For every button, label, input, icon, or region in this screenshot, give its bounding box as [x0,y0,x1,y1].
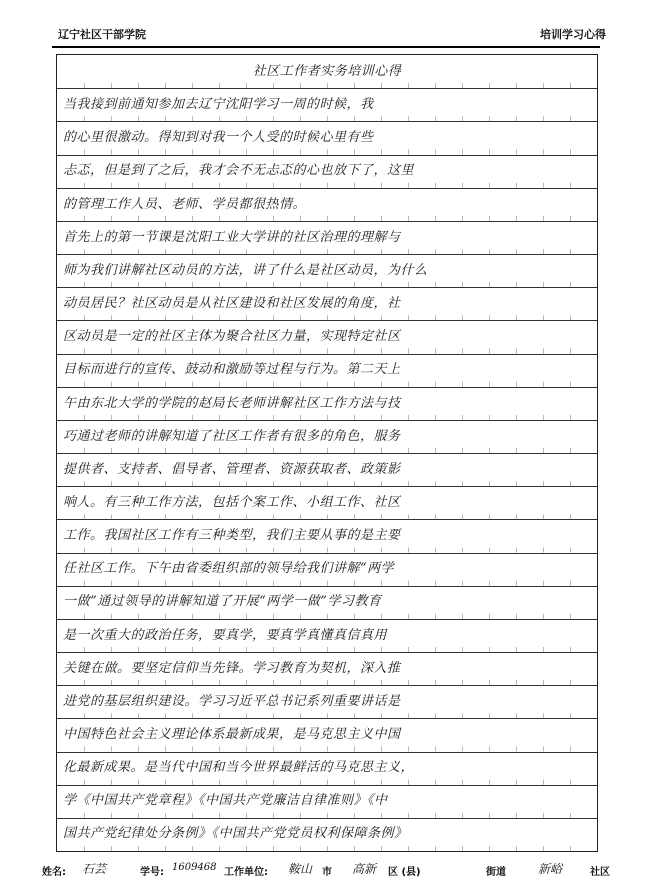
essay-line: 师为我们讲解社区动员的方法，讲了什么是社区动员，为什么 [63,262,428,278]
community-label: 社区 [590,867,610,878]
essay-body [57,55,597,851]
essay-line: 动员居民？社区动员是从社区建设和社区发展的角度，社 [63,296,401,312]
district-value: 高新 [352,862,377,876]
essay-line: 任社区工作。下午由省委组织部的领导给我们讲解“两学 [63,561,395,577]
community-value: 新峪 [538,862,563,876]
essay-line: 国共产党纪律处分条例》《中国共产党党员权利保障条例》 [63,826,408,842]
org-name: 辽宁社区干部学院 [58,28,146,41]
student-id-value: 1609468 [172,862,217,873]
essay-line: 的管理工作人员、老师、学员都很热情。 [63,196,307,212]
street-label: 街道 [486,867,506,878]
footer-info [42,858,630,878]
header-divider [52,46,600,48]
essay-line: 中国特色社会主义理论体系最新成果，是马克思主义中国 [63,727,401,742]
essay-line: 目标而进行的宣传、鼓动和激励等过程与行为。第二天上 [63,362,401,378]
essay-line: 关键在做。要坚定信仰当先锋。学习教育为契机，深入推 [63,660,401,676]
essay-line: 巧通过老师的讲解知道了社区工作者有很多的角色，服务 [63,428,401,444]
student-id-label: 学号: [140,867,164,878]
page-header [58,20,610,42]
city-value: 鞍山 [288,862,313,876]
essay-line: 学《中国共产党章程》《中国共产党廉洁自律准则》《中 [63,793,388,809]
essay-line: 午由东北大学的学院的赵局长老师讲解社区工作方法与技 [63,395,401,411]
district-label: 区 (县) [388,867,421,878]
essay-line: 响人。有三种工作方法，包括个案工作、小组工作、社区 [63,494,401,510]
name-label: 姓名: [42,867,66,878]
essay-line: 工作。我国社区工作有三种类型，我们主要从事的是主要 [63,528,401,544]
work-unit-label: 工作单位: [224,867,268,878]
document-type: 培训学习心得 [540,28,606,41]
essay-line: 进党的基层组织建设。学习习近平总书记系列重要讲话是 [63,693,401,709]
essay-line: 一做”通过领导的讲解知道了开展“两学一做”学习教育 [63,594,382,610]
essay-line: 是一次重大的政治任务，要真学，要真学真懂真信真用 [63,627,388,643]
name-value: 石芸 [82,862,107,876]
essay-line: 首先上的第一节课是沈阳工业大学讲的社区治理的理解与 [63,229,401,245]
essay-line: 当我接到前通知参加去辽宁沈阳学习一周的时候，我 [63,97,374,113]
essay-line: 忐忑，但是到了之后，我才会不无忐忑的心也放下了，这里 [63,163,415,179]
essay-title: 社区工作者实务培训心得 [252,64,402,79]
city-label: 市 [322,867,332,878]
essay-line: 的心里很激动。得知到对我一个人受的时候心里有些 [63,130,374,146]
writing-paper [56,54,598,852]
essay-line: 提供者、支持者、倡导者、管理者、资源获取者、政策影 [63,461,401,477]
essay-line: 化最新成果。是当代中国和当今世界最鲜活的马克思主义， [63,760,415,776]
essay-line: 区动员是一定的社区主体为聚合社区力量，实现特定社区 [63,329,401,345]
